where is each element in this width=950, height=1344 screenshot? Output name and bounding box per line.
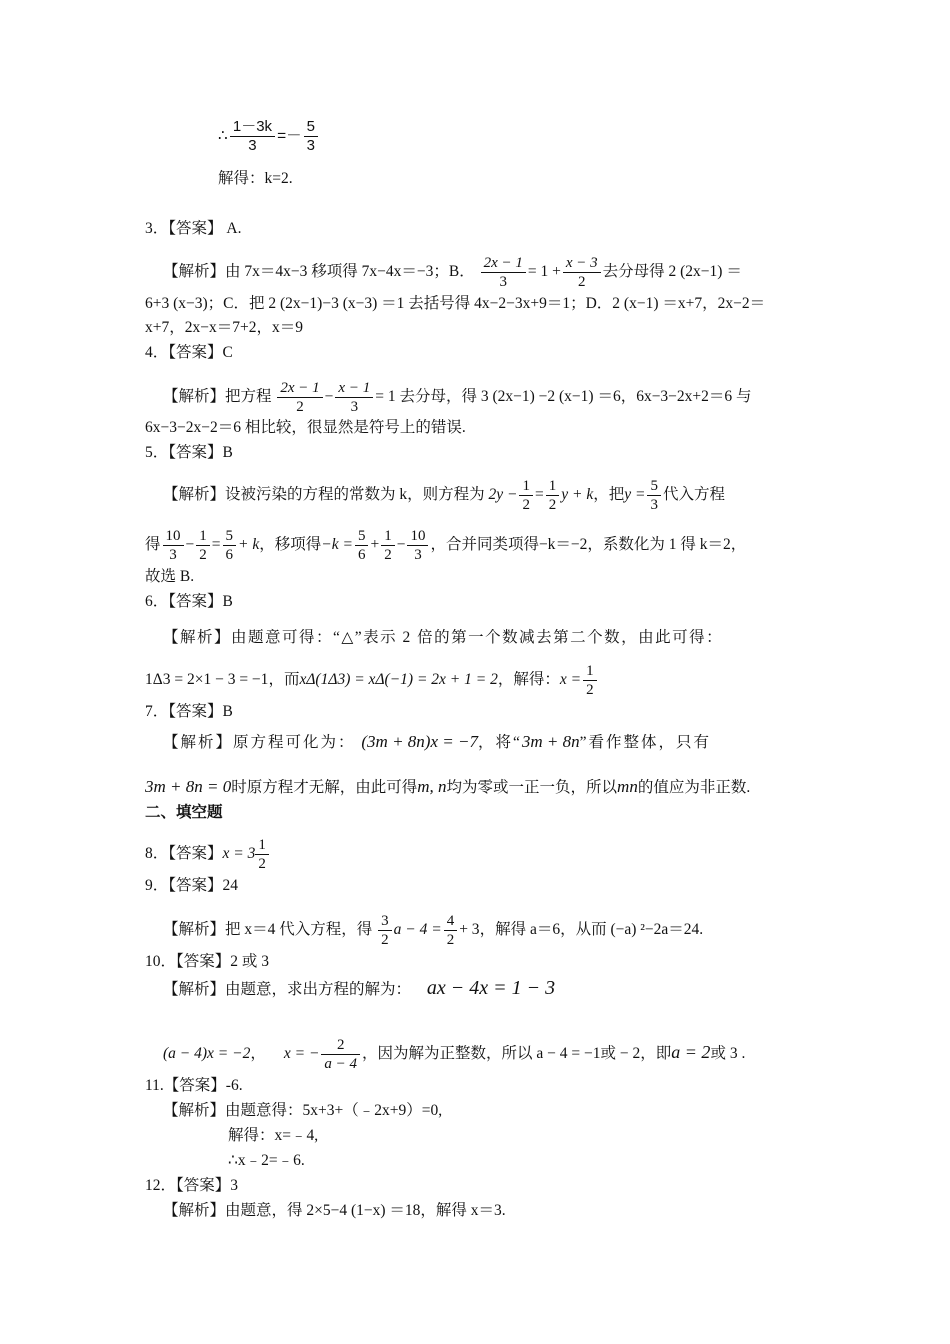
numerator: 1 <box>583 662 597 681</box>
numerator: 1－3k <box>230 118 275 137</box>
denominator: 2 <box>586 682 594 698</box>
numerator: x − 3 <box>563 254 601 273</box>
fraction <box>321 1036 360 1073</box>
math: x = <box>559 671 582 689</box>
numerator: 1 <box>519 477 533 496</box>
text: 代入方程 <box>662 486 725 504</box>
text: 8．【答案】 <box>145 845 223 863</box>
fraction <box>381 527 395 564</box>
math: + 3 <box>459 921 480 939</box>
q10-answer: 10．【答案】2 或 3 <box>145 953 270 970</box>
denominator: 2 <box>384 547 392 563</box>
math: a − 4 = <box>393 921 442 939</box>
q10-analysis-line1 <box>163 978 555 1000</box>
numerator: 1 <box>381 527 395 546</box>
fraction <box>355 527 369 564</box>
top-equation <box>218 118 320 155</box>
text: ，解得 a＝6，从而 (−a) ²−2a＝24. <box>479 921 704 939</box>
q8-answer <box>145 836 271 873</box>
text: = 1 + <box>527 263 561 281</box>
math: = <box>211 536 221 554</box>
text: 得 <box>145 536 161 554</box>
math: + <box>370 536 380 554</box>
fraction <box>230 118 275 155</box>
q6-analysis-line2 <box>145 662 599 699</box>
math: 2y − <box>488 486 518 504</box>
q5-answer: 5．【答案】B <box>145 444 233 461</box>
numerator: 10 <box>163 527 184 546</box>
math: −k = <box>321 536 353 554</box>
math: xΔ(1Δ3) = xΔ(−1) = 2x + 1 = 2 <box>299 671 498 689</box>
fraction <box>647 477 661 514</box>
q12-answer: 12．【答案】3 <box>145 1177 239 1194</box>
numerator: 1 <box>255 836 269 855</box>
math: mn <box>617 777 638 796</box>
q3-analysis-line3: x+7，2x−x＝7+2，x＝9 <box>145 319 303 336</box>
q7-analysis-line2 <box>145 777 750 798</box>
text: ，解得： <box>497 671 560 689</box>
math: x = − <box>283 1045 320 1063</box>
fraction <box>519 477 533 514</box>
math: (3m + 8n)x = −7 <box>361 732 478 751</box>
text: ，把 <box>593 486 625 504</box>
text: 的值应为非正数. <box>637 779 751 796</box>
q5-analysis-line2 <box>145 527 746 564</box>
text: 时原方程才无解，由此可得 <box>231 779 418 796</box>
q4-answer: 4．【答案】C <box>145 344 233 361</box>
q11-answer: 11.【答案】-6. <box>145 1077 243 1094</box>
denominator: 3 <box>650 497 658 513</box>
q6-analysis-line1: 【解析】由题意可得：“△”表示 2 倍的第一个数减去第二个数，由此可得： <box>163 629 724 646</box>
q9-answer: 9．【答案】24 <box>145 877 239 894</box>
q3-answer: 3．【答案】 A. <box>145 220 242 237</box>
solve-line: 解得：k=2. <box>218 170 293 187</box>
numerator: 2x − 1 <box>277 379 322 398</box>
fraction <box>407 527 428 564</box>
q5-analysis-line3: 故选 B. <box>145 568 195 585</box>
denominator: 2 <box>577 274 586 290</box>
fraction <box>335 379 373 416</box>
q3-analysis-line1 <box>163 254 742 291</box>
q10-analysis-line2 <box>163 1036 745 1073</box>
fraction <box>255 836 269 873</box>
numerator: x − 1 <box>335 379 373 398</box>
fraction <box>163 527 184 564</box>
denominator: 2 <box>381 932 389 948</box>
q9-analysis-line1 <box>163 912 703 949</box>
therefore-symbol: ∴ <box>218 127 228 145</box>
math: (a − 4)x = −2 <box>163 1045 251 1063</box>
numerator: 10 <box>407 527 428 546</box>
denominator: 2 <box>199 547 207 563</box>
minus: − <box>324 388 334 406</box>
q4-analysis-line2: 6x−3−2x−2＝6 相比较，很显然是符号上的错误. <box>145 419 466 436</box>
q5-analysis-line1 <box>163 477 725 514</box>
fraction <box>304 118 318 155</box>
numerator: 5 <box>355 527 369 546</box>
denominator: 2 <box>446 932 455 948</box>
denominator: 3 <box>350 399 359 415</box>
math: 3m + 8n <box>521 732 580 751</box>
numerator: 5 <box>223 527 237 546</box>
q7-analysis-line1 <box>163 732 711 753</box>
denominator: 2 <box>258 856 266 872</box>
denominator: 3 <box>414 547 422 563</box>
text: ，因为解为正整数，所以 a − 4 = −1或 − 2，即 <box>362 1045 672 1063</box>
q6-answer: 6．【答案】B <box>145 593 233 610</box>
fraction <box>277 379 322 416</box>
denominator: 2 <box>548 497 557 513</box>
numerator: 2x − 1 <box>481 254 526 273</box>
text: ，而 <box>268 671 300 689</box>
fraction <box>583 662 597 699</box>
text: 【解析】由题意，求出方程的解为： <box>163 981 412 998</box>
q4-analysis-line1 <box>163 379 752 416</box>
fraction <box>546 477 560 514</box>
q11-analysis-line3: ∴x﹣2=﹣6. <box>228 1152 305 1169</box>
equals: =－ <box>277 127 302 145</box>
denominator: 3 <box>248 137 257 154</box>
denominator: 2 <box>296 399 304 415</box>
numerator: 1 <box>196 527 210 546</box>
denominator: 3 <box>169 547 177 563</box>
text: 【解析】把方程 <box>163 388 272 406</box>
denominator: 3 <box>499 274 507 290</box>
math: 1Δ3 = 2×1 − 3 = −1 <box>145 671 269 689</box>
fraction <box>223 527 237 564</box>
text: 去分母得 2 (2x−1) ＝ <box>602 263 742 281</box>
fraction <box>378 912 392 949</box>
denominator: 2 <box>522 497 530 513</box>
q12-analysis-line1: 【解析】由题意，得 2×5−4 (1−x) ＝18，解得 x＝3. <box>163 1202 506 1219</box>
text: = 1 去分母，得 3 (2x−1) −2 (x−1) ＝6，6x−3−2x+2＝6 与 <box>375 388 752 406</box>
text: ，移项得 <box>259 536 322 554</box>
text: 【解析】原方程可化为： <box>163 734 356 751</box>
denominator: 6 <box>357 547 366 563</box>
math: + k <box>238 536 260 554</box>
denominator: 3 <box>306 137 315 154</box>
text: ，将“ <box>477 734 522 751</box>
numerator: 5 <box>304 118 318 137</box>
numerator: 4 <box>444 912 458 931</box>
fraction <box>481 254 526 291</box>
math: − <box>185 536 195 554</box>
section-title: 二、填空题 <box>145 804 223 821</box>
q11-analysis-line2: 解得：x=﹣4, <box>228 1127 319 1144</box>
text: 【解析】设被污染的方程的常数为 k，则方程为 <box>163 486 485 504</box>
text: 或 3 . <box>710 1045 746 1063</box>
text: 【解析】把 x＝4 代入方程，得 <box>163 921 373 939</box>
text: ， <box>250 1045 266 1063</box>
fraction <box>196 527 210 564</box>
math: m, n <box>417 777 447 796</box>
math: = <box>534 486 544 504</box>
q11-analysis-line1: 【解析】由题意得：5x+3+（﹣2x+9）=0, <box>163 1102 443 1119</box>
fraction <box>563 254 601 291</box>
numerator: 3 <box>378 912 392 931</box>
q7-answer: 7．【答案】B <box>145 703 233 720</box>
math: y = <box>624 486 646 504</box>
math: ax − 4x = 1 − 3 <box>426 977 556 999</box>
text: 均为零或一正一负，所以 <box>446 779 618 796</box>
numerator: 1 <box>546 477 560 496</box>
math: a = 2 <box>671 1042 711 1063</box>
fraction <box>444 912 458 949</box>
numerator: 2 <box>321 1036 360 1055</box>
text: 【解析】由 7x＝4x−3 移项得 7x−4x＝−3；B． <box>163 263 475 281</box>
math: − <box>396 536 406 554</box>
math: x = 3 <box>222 845 256 863</box>
text: ”看作整体，只有 <box>579 734 711 751</box>
math: 3m + 8n = 0 <box>145 777 232 796</box>
q3-analysis-line2: 6+3 (x−3)；C．把 2 (2x−1)−3 (x−3) ＝1 去括号得 4x−2−3x+9＝1；D．2 (x−1) ＝x+7，2x−2＝ <box>145 295 766 312</box>
denominator: 6 <box>225 547 234 563</box>
denominator: a − 4 <box>324 1056 358 1072</box>
numerator: 5 <box>647 477 661 496</box>
text: ，合并同类项得−k＝−2，系数化为 1 得 k＝2， <box>430 536 747 554</box>
math: y + k <box>561 486 594 504</box>
